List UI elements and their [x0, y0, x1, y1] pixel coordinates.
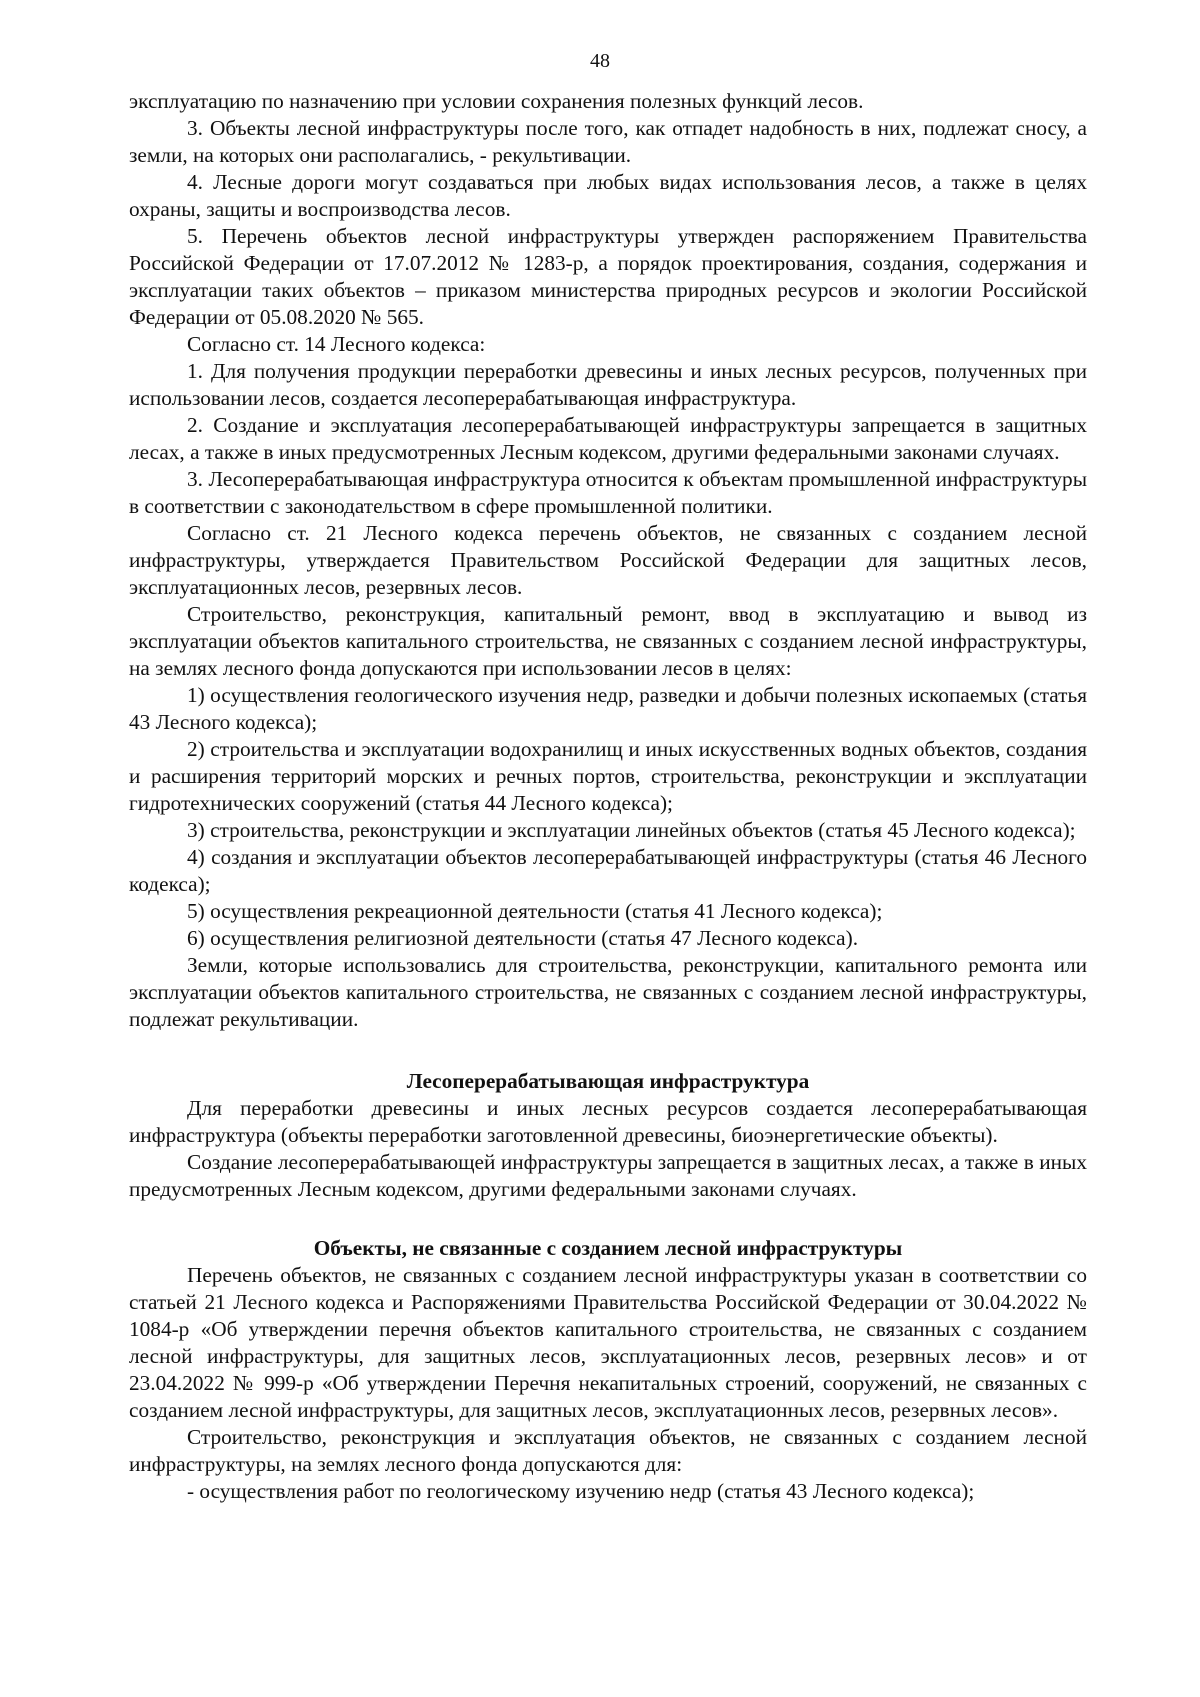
paragraph: Создание лесоперерабатывающей инфраструктуры запрещается в защитных лесах, а также в иных предусмотренных Лесным кодексом, другими федеральными законами случаях.	[129, 1150, 1087, 1201]
list-item: - осуществления работ по геологическому изучению недр (статья 43 Лесного кодекса);	[187, 1479, 975, 1503]
paragraph: Строительство, реконструкция, капитальный ремонт, ввод в эксплуатацию и вывод из эксплуатации объектов капитального строительства, не связанных с созданием лесной инфраструктуры, на землях лесного фонда допускаются при использовании лесов в целях:	[129, 602, 1087, 680]
paragraph: эксплуатацию по назначению при условии сохранения полезных функций лесов.	[129, 89, 864, 113]
paragraph: 2. Создание и эксплуатация лесоперерабатывающей инфраструктуры запрещается в защитных лесах, а также в иных предусмотренных Лесным кодексом, другими федеральными законами случаях.	[129, 413, 1087, 464]
paragraph: 1. Для получения продукции переработки древесины и иных лесных ресурсов, полученных при использовании лесов, создается лесоперерабатывающая инфраструктура.	[129, 359, 1087, 410]
list-item: 5) осуществления рекреационной деятельности (статья 41 Лесного кодекса);	[187, 899, 883, 923]
paragraph: Земли, которые использовались для строительства, реконструкции, капитального ремонта или эксплуатации объектов капитального строительства, не связанных с созданием лесной инфраструктуры, подлежат рекультивации.	[129, 953, 1087, 1031]
paragraph: 5. Перечень объектов лесной инфраструктуры утвержден распоряжением Правительства Российской Федерации от 17.07.2012 № 1283-р, а порядок проектирования, создания, содержания и эксплуатации таких объектов – приказом министерства природных ресурсов и экологии Российской Федерации от 05.08.2020 № 565.	[129, 224, 1087, 329]
paragraph: 3. Лесоперерабатывающая инфраструктура относится к объектам промышленной инфраструктуры в соответствии с законодательством в сфере промышленной политики.	[129, 467, 1087, 518]
paragraph: Согласно ст. 21 Лесного кодекса перечень объектов, не связанных с созданием лесной инфраструктуры, утверждается Правительством Российской Федерации для защитных лесов, эксплуатационных лесов, резервных лесов.	[129, 521, 1087, 599]
section-heading-lpi: Лесоперерабатывающая инфраструктура	[406, 1069, 810, 1093]
paragraph: Строительство, реконструкция и эксплуатация объектов, не связанных с созданием лесной инфраструктуры, на землях лесного фонда допускаются для:	[129, 1425, 1087, 1476]
section-heading-objects: Объекты, не связанные с созданием лесной инфраструктуры	[313, 1236, 903, 1260]
list-item: 6) осуществления религиозной деятельности (статья 47 Лесного кодекса).	[187, 926, 859, 950]
list-item: 3) строительства, реконструкции и эксплуатации линейных объектов (статья 45 Лесного кодекса);	[187, 818, 1076, 842]
paragraph: Перечень объектов, не связанных с созданием лесной инфраструктуры указан в соответствии со статьей 21 Лесного кодекса и Распоряжениями Правительства Российской Федерации от 30.04.2022 № 1084-р «Об утверждении перечня объектов капитального строительства, не связанных с созданием лесной инфраструктуры, для защитных лесов, эксплуатационных лесов, резервных лесов» и от 23.04.2022 № 999-р «Об утверждении Перечня некапитальных строений, сооружений, не связанных с созданием лесной инфраструктуры, для защитных лесов, эксплуатационных лесов, резервных лесов».	[129, 1263, 1087, 1422]
list-item: 1) осуществления геологического изучения недр, разведки и добычи полезных ископаемых (статья 43 Лесного кодекса);	[129, 683, 1087, 734]
paragraph: 4. Лесные дороги могут создаваться при любых видах использования лесов, а также в целях охраны, защиты и воспроизводства лесов.	[129, 170, 1087, 221]
document-body	[129, 88, 1087, 1505]
list-item: 4) создания и эксплуатации объектов лесоперерабатывающей инфраструктуры (статья 46 Лесного кодекса);	[129, 845, 1087, 896]
paragraph: 3. Объекты лесной инфраструктуры после того, как отпадет надобность в них, подлежат сносу, а земли, на которых они располагались, - рекультивации.	[129, 116, 1087, 167]
list-item: 2) строительства и эксплуатации водохранилищ и иных искусственных водных объектов, создания и расширения территорий морских и речных портов, строительства, реконструкции и эксплуатации гидротехнических сооружений (статья 44 Лесного кодекса);	[129, 737, 1087, 815]
page-number: 48	[590, 50, 610, 72]
paragraph: Согласно ст. 14 Лесного кодекса:	[187, 332, 486, 356]
paragraph: Для переработки древесины и иных лесных ресурсов создается лесоперерабатывающая инфраструктура (объекты переработки заготовленной древесины, биоэнергетические объекты).	[129, 1096, 1087, 1147]
